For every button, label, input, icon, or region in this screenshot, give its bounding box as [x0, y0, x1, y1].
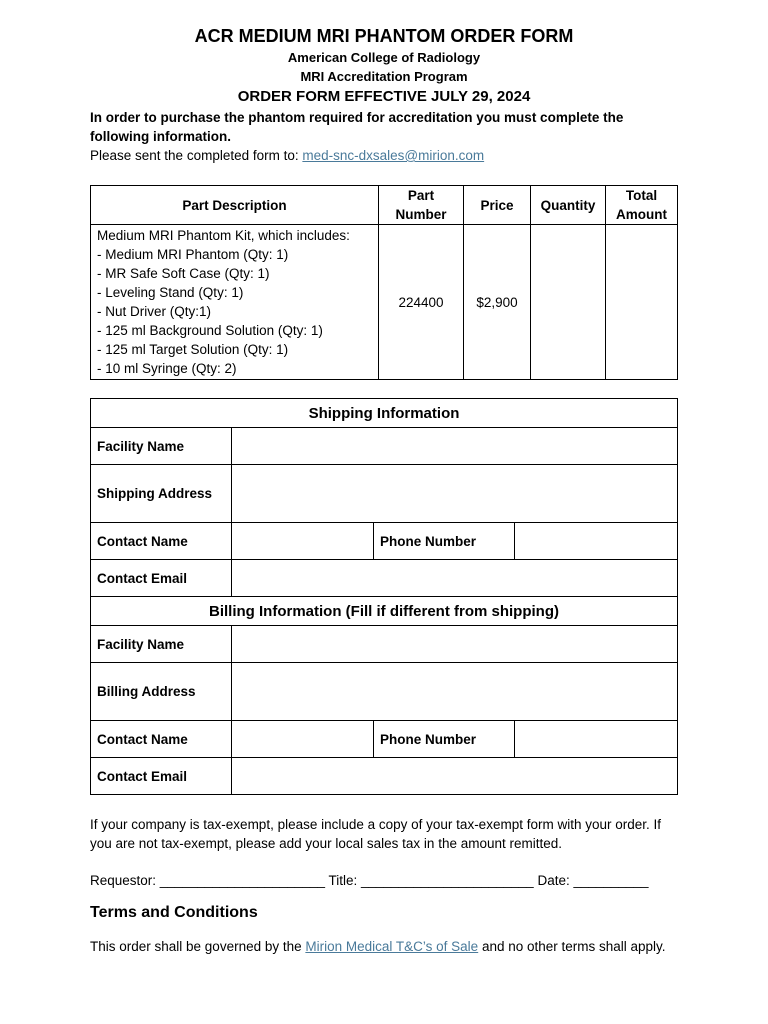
quantity-field[interactable]	[531, 225, 606, 380]
col-total-amount: Total Amount	[606, 186, 678, 225]
billing-address-label: Billing Address	[91, 663, 232, 721]
info-table	[90, 398, 678, 795]
billing-phone-label: Phone Number	[374, 721, 515, 758]
billing-email-label: Contact Email	[91, 758, 232, 795]
billing-contact-field[interactable]	[232, 721, 374, 758]
description-line: - 125 ml Target Solution (Qty: 1)	[97, 342, 289, 357]
shipping-address-field[interactable]	[232, 465, 678, 523]
shipping-facility-field[interactable]	[232, 428, 678, 465]
shipping-contact-label: Contact Name	[91, 523, 232, 560]
shipping-phone-field[interactable]	[515, 523, 678, 560]
description-line: - MR Safe Soft Case (Qty: 1)	[97, 266, 270, 281]
signature-line	[90, 873, 678, 888]
total-amount-field[interactable]	[606, 225, 678, 380]
description-line: - Nut Driver (Qty:1)	[97, 304, 212, 319]
description-line: - 125 ml Background Solution (Qty: 1)	[97, 323, 323, 338]
org-name: American College of Radiology	[287, 50, 481, 65]
shipping-email-field[interactable]	[232, 560, 678, 597]
col-part-description: Part Description	[91, 186, 379, 225]
shipping-phone-label: Phone Number	[374, 523, 515, 560]
sales-email-link[interactable]: med-snc-dxsales@mirion.com	[302, 148, 485, 163]
billing-address-field[interactable]	[232, 663, 678, 721]
shipping-facility-label: Facility Name	[91, 428, 232, 465]
description-line: Medium MRI Phantom Kit, which includes:	[97, 228, 350, 243]
form-header	[90, 24, 678, 107]
billing-email-field[interactable]	[232, 758, 678, 795]
terms-heading: Terms and Conditions	[90, 904, 258, 921]
send-instructions	[90, 146, 678, 165]
shipping-address-label: Shipping Address	[91, 465, 232, 523]
order-table	[90, 185, 678, 380]
table-row	[91, 225, 678, 380]
price-cell: $2,900	[464, 225, 531, 380]
effective-date: ORDER FORM EFFECTIVE JULY 29, 2024	[237, 88, 531, 105]
order-table-header	[91, 186, 678, 225]
part-number-cell: 224400	[379, 225, 464, 380]
description-line: - 10 ml Syringe (Qty: 2)	[97, 361, 237, 376]
tax-note: If your company is tax-exempt, please include a copy of your tax-exempt form with your order. If you are not tax-exempt, please add your local sales tax in the amount remitted.	[90, 817, 662, 851]
terms-suffix: and no other terms shall apply.	[478, 939, 666, 954]
shipping-section-title: Shipping Information	[91, 399, 678, 428]
description-line: - Leveling Stand (Qty: 1)	[97, 285, 244, 300]
billing-facility-field[interactable]	[232, 626, 678, 663]
order-form-page	[90, 24, 678, 957]
send-prefix: Please sent the completed form to:	[90, 148, 303, 163]
billing-facility-label: Facility Name	[91, 626, 232, 663]
title-field[interactable]: Title: _______________________	[328, 873, 534, 888]
requestor-field[interactable]: Requestor: ______________________	[90, 873, 325, 888]
shipping-email-label: Contact Email	[91, 560, 232, 597]
col-part-number: Part Number	[379, 186, 464, 225]
program-name: MRI Accreditation Program	[300, 69, 468, 84]
part-description-cell	[91, 225, 379, 380]
page-title: ACR MEDIUM MRI PHANTOM ORDER FORM	[194, 26, 574, 46]
shipping-contact-field[interactable]	[232, 523, 374, 560]
col-quantity: Quantity	[531, 186, 606, 225]
description-line: - Medium MRI Phantom (Qty: 1)	[97, 247, 289, 262]
billing-contact-label: Contact Name	[91, 721, 232, 758]
col-price: Price	[464, 186, 531, 225]
billing-phone-field[interactable]	[515, 721, 678, 758]
date-field[interactable]: Date: __________	[537, 873, 649, 888]
terms-link[interactable]: Mirion Medical T&C’s of Sale	[305, 939, 479, 954]
terms-text	[90, 936, 678, 957]
terms-prefix: This order shall be governed by the	[90, 939, 306, 954]
intro-text: In order to purchase the phantom required for accreditation you must complete the following information.	[90, 110, 624, 144]
billing-section-title: Billing Information (Fill if different from shipping)	[91, 597, 678, 626]
